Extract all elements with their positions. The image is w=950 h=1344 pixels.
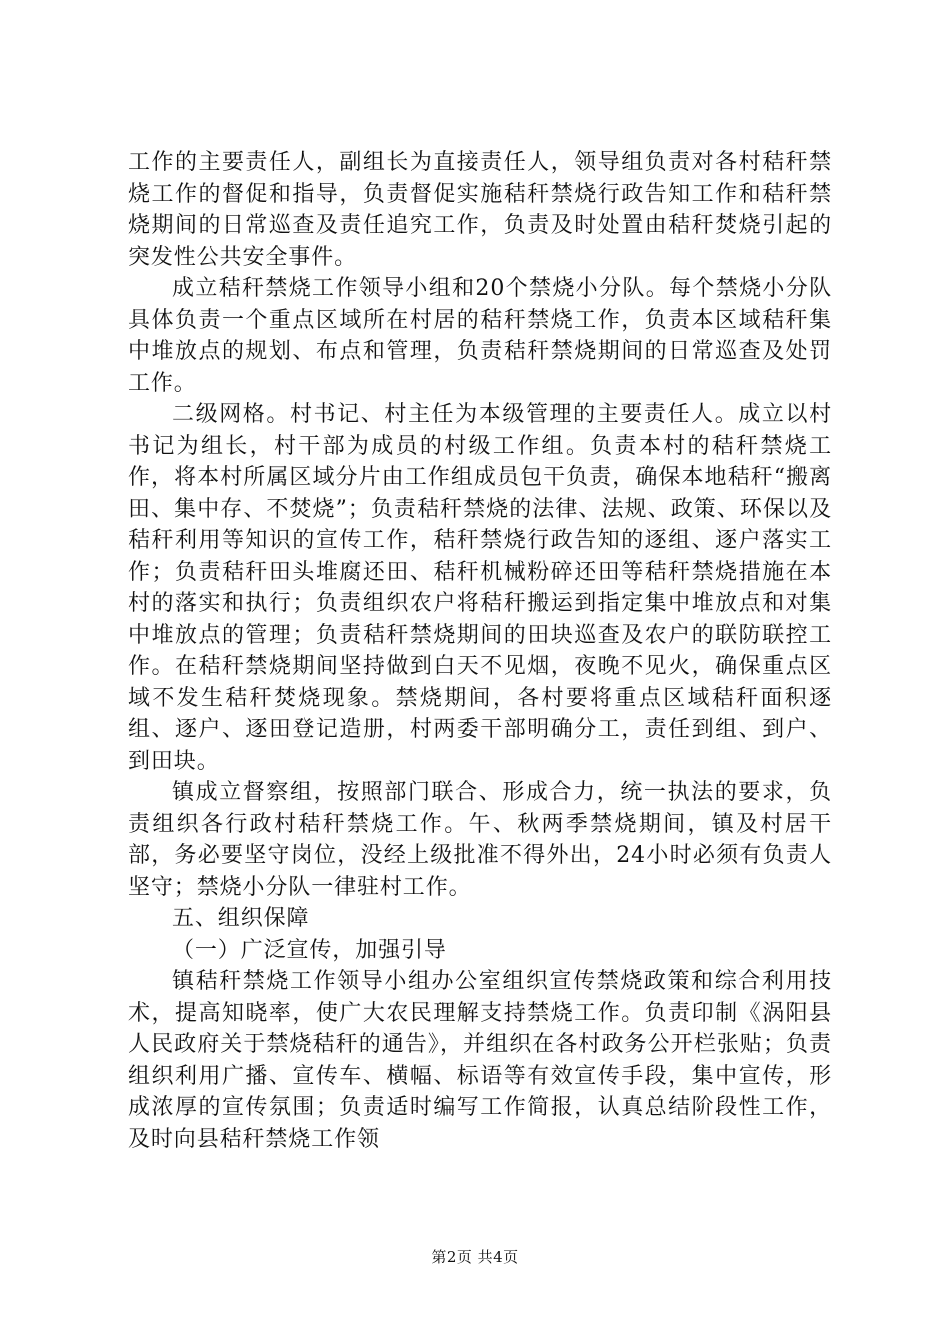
paragraph-5: 镇秸秆禁烧工作领导小组办公室组织宣传禁烧政策和综合利用技术，提高知晓率，使广大农民理解支持禁烧工作。负责印制《涡阳县人民政府关于禁烧秸秆的通告》，并组织在各村政务公开栏张贴；负责组织利用广播、宣传车、横幅、标语等有效宣传手段，集中宣传，形成浓厚的宣传氛围；负责适时编写工作简报，认真总结阶段性工作，及时向县秸秆禁烧工作领: [128, 969, 832, 1152]
paragraph-3: 二级网格。村书记、村主任为本级管理的主要责任人。成立以村书记为组长，村干部为成员的村级工作组。负责本村的秸秆禁烧工作，将本村所属区域分片由工作组成员包干负责，确保本地秸秆“搬离田、集中存、不焚烧”；负责秸秆禁烧的法律、法规、政策、环保以及秸秆利用等知识的宣传工作，秸秆禁烧行政告知的逐组、逐户落实工作；负责秸秆田头堆腐还田、秸秆机械粉碎还田等秸秆禁烧措施在本村的落实和执行；负责组织农户将秸秆搬运到指定集中堆放点和对集中堆放点的管理；负责秸秆禁烧期间的田块巡查及农户的联防联控工作。在秸秆禁烧期间坚持做到白天不见烟，夜晚不见火，确保重点区域不发生秸秆焚烧现象。禁烧期间，各村要将重点区域秸秆面积逐组、逐户、逐田登记造册，村两委干部明确分工，责任到组、到户、到田块。: [128, 402, 832, 774]
section-heading: 五、组织保障: [172, 906, 310, 931]
paragraph-1: 工作的主要责任人，副组长为直接责任人，领导组负责对各村秸秆禁烧工作的督促和指导，负责督促实施秸秆禁烧行政告知工作和秸秆禁烧期间的日常巡查及责任追究工作，负责及时处置由秸秆焚烧引起的突发性公共安全事件。: [128, 150, 832, 270]
paragraph-2: 成立秸秆禁烧工作领导小组和20个禁烧小分队。每个禁烧小分队具体负责一个重点区域所在村居的秸秆禁烧工作，负责本区域秸秆集中堆放点的规划、布点和管理，负责秸秆禁烧期间的日常巡查及处罚工作。: [128, 276, 832, 396]
subsection-heading: （一）广泛宣传，加强引导: [172, 937, 447, 963]
page-number: 第2页 共4页: [431, 1248, 519, 1266]
document-body: [128, 147, 832, 1155]
paragraph-4: 镇成立督察组，按照部门联合、形成合力，统一执法的要求，负责组织各行政村秸秆禁烧工作。午、秋两季禁烧期间，镇及村居干部，务必要坚守岗位，没经上级批准不得外出，24小时必须有负责人坚守；禁烧小分队一律驻村工作。: [128, 780, 832, 900]
